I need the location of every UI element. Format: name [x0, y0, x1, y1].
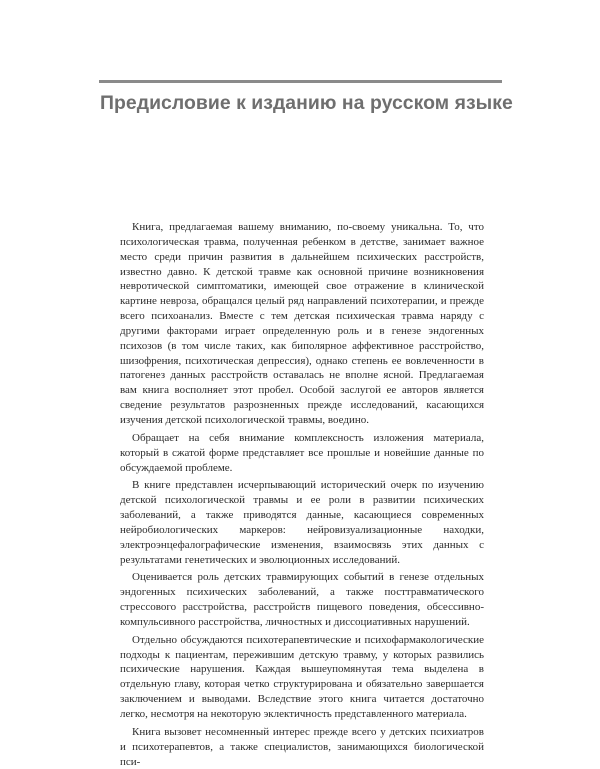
paragraph: Книга вызовет несомненный интерес прежде всего у детских психиатров и психотерапевтов, а также специалистов, занимающихся биологической пси-	[120, 725, 484, 768]
paragraph: Обращает на себя внимание комплексность изложения материала, который в сжатой форме представляет все прошлые и новейшие данные по обсуждаемой проблеме.	[120, 431, 484, 474]
body-text	[120, 220, 484, 769]
title-rule	[99, 80, 502, 83]
paragraph: Книга, предлагаемая вашему вниманию, по-своему уникальна. То, что психологическая травма, полученная ребенком в детстве, занимает важное место среди причин развития в дальнейшем психических расстройств, известно давно. К детской травме как основной причине возникновения невротической симптоматики, имеющей свое отражение в клинической картине невроза, обращался целый ряд направлений психотерапии, и прежде всего психоанализ. Вместе с тем детская психическая травма наряду с другими факторами играет определенную роль и в генезе эндогенных психозов (в том числе таких, как биполярное аффективное расстройство, шизофрения, психотическая депрессия), однако степень ее вовлеченности в патогенез данных расстройств оставалась не вполне ясной. Предлагаемая вам книга восполняет этот пробел. Особой заслугой ее авторов является сведение результатов разрозненных прежде исследований, касающихся изучения детской психологической травмы, воедино.	[120, 221, 484, 426]
paragraph: В книге представлен исчерпывающий исторический очерк по изучению детской психологической травмы и ее роли в развитии психических заболеваний, а также приводятся данные, касающиеся современных нейробиологических маркеров: нейровизуализационные находки, электроэнцефалографические изменения, взаимосвязь этих данных с результатами генетических и эволюционных исследований.	[120, 479, 484, 566]
page-title: Предисловие к изданию на русском языке	[100, 92, 513, 114]
paragraph: Оценивается роль детских травмирующих событий в генезе отдельных эндогенных психических заболеваний, а также посттравматического стрессового расстройства, расстройств пищевого поведения, обсессивно-компульсивного расстройства, личностных и диссоциативных нарушений.	[120, 571, 484, 628]
paragraph: Отдельно обсуждаются психотерапевтические и психофармакологические подходы к пациентам, пережившим детскую травму, у которых развились психические нарушения. Каждая вышеупомянутая тема выделена в отдельную главу, которая четко структурирована и обязательно завершается заключением и выводами. Вследствие этого книга читается достаточно легко, несмотря на некоторую эклектичность представленного материала.	[120, 633, 484, 720]
